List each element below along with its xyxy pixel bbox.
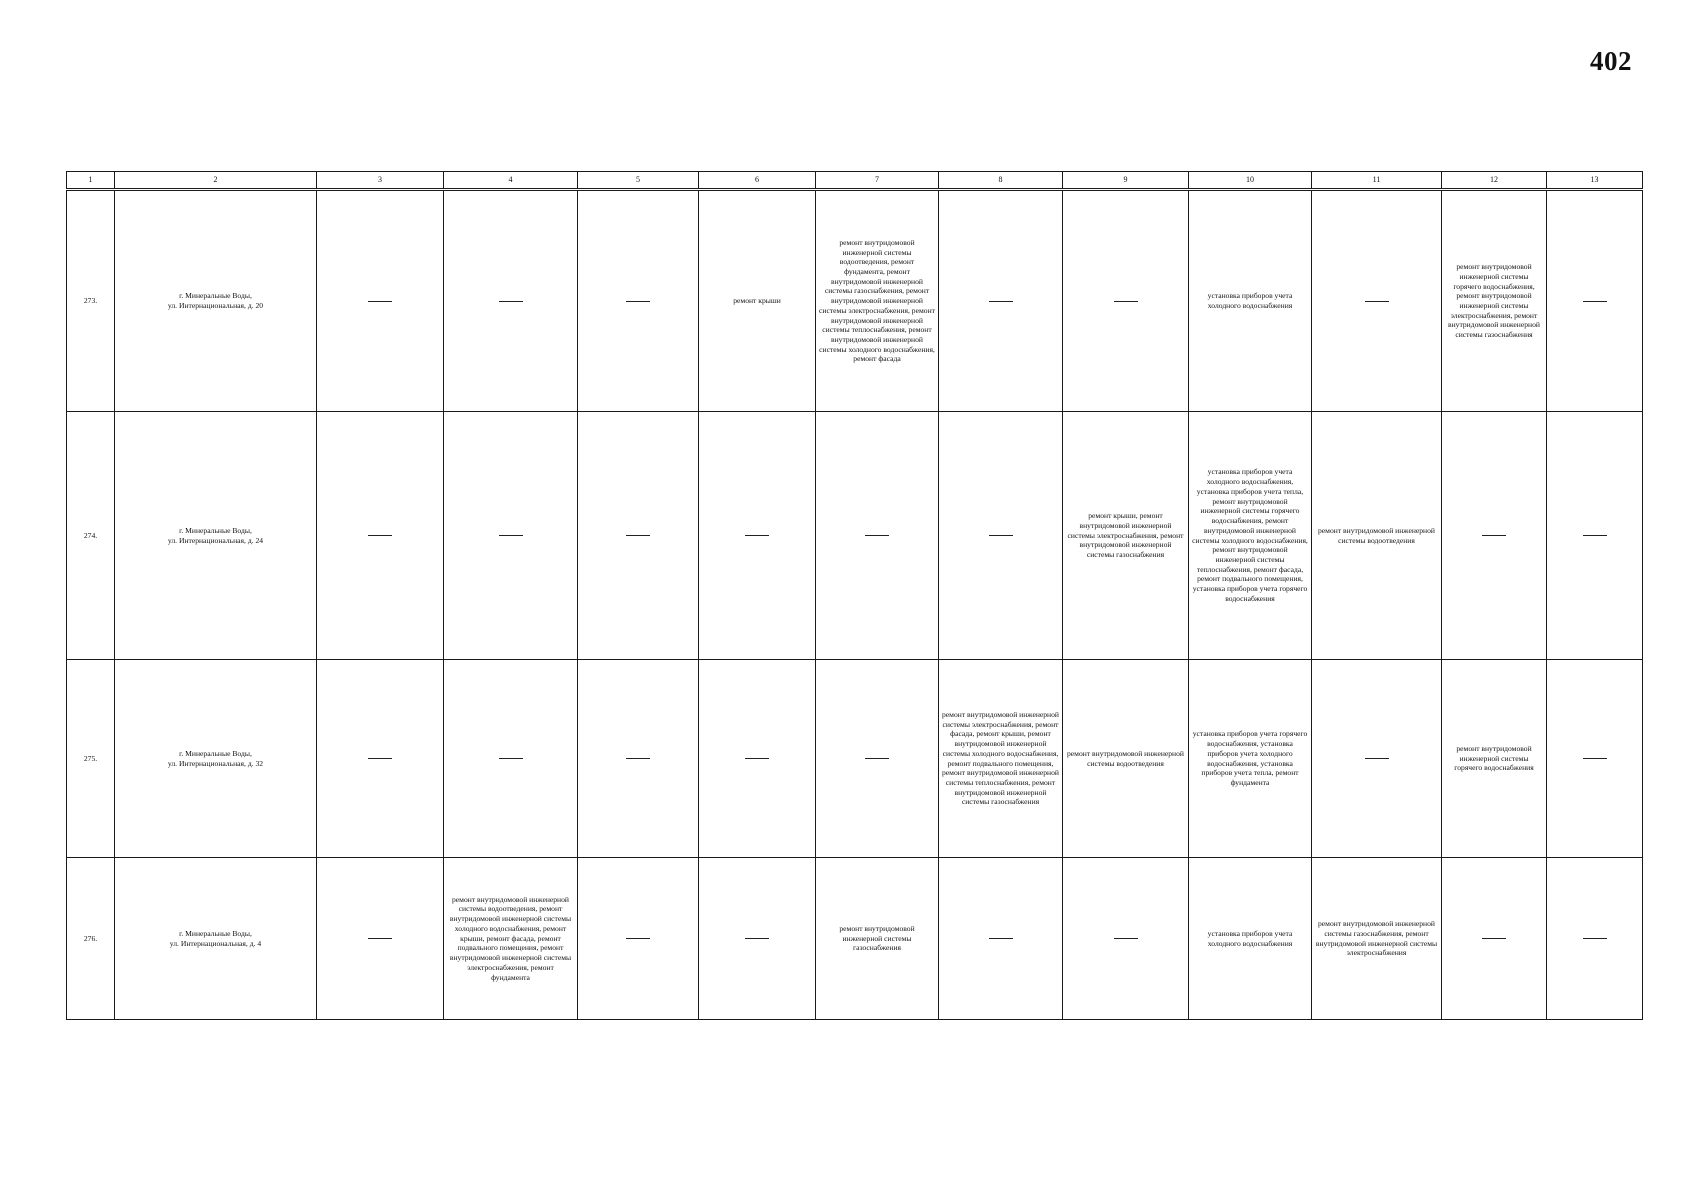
column-header: 7	[816, 172, 939, 190]
work-description-cell: ремонт внутридомовой инженерной системы газоснабжения, ремонт внутридомовой инженерной системы электроснабжения	[1312, 858, 1442, 1020]
row-number: 273.	[67, 190, 115, 412]
empty-dash-cell	[816, 412, 939, 660]
dash-mark	[368, 301, 392, 302]
dash-mark	[745, 758, 769, 759]
work-description-cell: ремонт внутридомовой инженерной системы электроснабжения, ремонт фасада, ремонт крыши, ремонт внутридомовой инженерной системы холодного водоснабжения, ремонт подвального помещения, ремонт внутридомовой инженерной системы теплоснабжения, ремонт внутридомовой инженерной системы газоснабжения	[939, 660, 1063, 858]
page-number: 402	[1590, 46, 1632, 76]
empty-dash-cell	[317, 858, 444, 1020]
work-description-cell: ремонт внутридомовой инженерной системы водоотведения, ремонт внутридомовой инженерной системы холодного водоснабжения, ремонт крыши, ремонт фасада, ремонт подвального помещения, ремонт внутридомовой инженерной системы электроснабжения, ремонт фундамента	[444, 858, 578, 1020]
empty-dash-cell	[1547, 660, 1643, 858]
column-header: 1	[67, 172, 115, 190]
empty-dash-cell	[1063, 190, 1189, 412]
work-description-cell: ремонт крыши	[699, 190, 816, 412]
empty-dash-cell	[699, 660, 816, 858]
empty-dash-cell	[1547, 190, 1643, 412]
empty-dash-cell	[1442, 858, 1547, 1020]
work-description-cell: установка приборов учета холодного водоснабжения, установка приборов учета тепла, ремонт внутридомовой инженерной системы горячего водоснабжения, ремонт внутридомовой инженерной системы холодного водоснабжения, ремонт внутридомовой инженерной системы теплоснабжения, ремонт фасада, ремонт подвального помещения, установка приборов учета горячего водоснабжения	[1189, 412, 1312, 660]
dash-mark	[745, 938, 769, 939]
dash-mark	[626, 301, 650, 302]
row-number: 274.	[67, 412, 115, 660]
dash-mark	[368, 535, 392, 536]
dash-mark	[989, 301, 1013, 302]
empty-dash-cell	[444, 412, 578, 660]
column-header: 13	[1547, 172, 1643, 190]
dash-mark	[499, 758, 523, 759]
address-cell	[115, 190, 317, 412]
empty-dash-cell	[699, 412, 816, 660]
work-description-cell: установка приборов учета горячего водоснабжения, установка приборов учета холодного водоснабжения, установка приборов учета тепла, ремонт фундамента	[1189, 660, 1312, 858]
work-description-cell: ремонт внутридомовой инженерной системы водоотведения	[1312, 412, 1442, 660]
dash-mark	[745, 535, 769, 536]
dash-mark	[1583, 535, 1607, 536]
empty-dash-cell	[317, 412, 444, 660]
dash-mark	[1583, 301, 1607, 302]
address-street: ул. Интернациональная, д. 20	[167, 301, 264, 310]
table-row	[67, 660, 1643, 858]
dash-mark	[1114, 938, 1138, 939]
dash-mark	[1365, 758, 1389, 759]
dash-mark	[499, 535, 523, 536]
dash-mark	[368, 758, 392, 759]
empty-dash-cell	[578, 858, 699, 1020]
address-street: ул. Интернациональная, д. 24	[167, 535, 264, 545]
column-header: 8	[939, 172, 1063, 190]
dash-mark	[499, 301, 523, 302]
address-city: г. Минеральные Воды,	[179, 748, 252, 758]
dash-mark	[989, 535, 1013, 536]
address-cell	[115, 412, 317, 660]
work-description-cell: ремонт внутридомовой инженерной системы водоотведения, ремонт фундамента, ремонт внутридомовой инженерной системы газоснабжения, ремонт внутридомовой инженерной системы электроснабжения, ремонт внутридомовой инженерной системы теплоснабжения, ремонт внутридомовой инженерной системы холодного водоснабжения, ремонт фасада	[816, 190, 939, 412]
capital-repair-table	[66, 171, 1643, 1020]
empty-dash-cell	[939, 412, 1063, 660]
dash-mark	[1583, 938, 1607, 939]
dash-mark	[989, 938, 1013, 939]
work-description-cell: ремонт внутридомовой инженерной системы газоснабжения	[816, 858, 939, 1020]
empty-dash-cell	[444, 660, 578, 858]
empty-dash-cell	[939, 858, 1063, 1020]
work-description-cell: ремонт крыши, ремонт внутридомовой инженерной системы электроснабжения, ремонт внутридомовой инженерной системы газоснабжения	[1063, 412, 1189, 660]
empty-dash-cell	[317, 190, 444, 412]
column-number-header-row	[67, 172, 1643, 190]
dash-mark	[865, 758, 889, 759]
column-header: 6	[699, 172, 816, 190]
row-number: 276.	[67, 858, 115, 1020]
address-city: г. Минеральные Воды,	[179, 928, 252, 938]
column-header: 11	[1312, 172, 1442, 190]
dash-mark	[1365, 301, 1389, 302]
empty-dash-cell	[1312, 190, 1442, 412]
work-description-cell: ремонт внутридомовой инженерной системы горячего водоснабжения	[1442, 660, 1547, 858]
empty-dash-cell	[578, 660, 699, 858]
column-header: 2	[115, 172, 317, 190]
dash-mark	[368, 938, 392, 939]
work-description-cell: ремонт внутридомовой инженерной системы горячего водоснабжения, ремонт внутридомовой инженерной системы электроснабжения, ремонт внутридомовой инженерной системы газоснабжения	[1442, 190, 1547, 412]
dash-mark	[1482, 938, 1506, 939]
empty-dash-cell	[816, 660, 939, 858]
address-street: ул. Интернациональная, д. 4	[169, 938, 262, 948]
dash-mark	[865, 535, 889, 536]
dash-mark	[1482, 535, 1506, 536]
empty-dash-cell	[1312, 660, 1442, 858]
address-street: ул. Интернациональная, д. 32	[167, 758, 264, 768]
empty-dash-cell	[578, 190, 699, 412]
empty-dash-cell	[444, 190, 578, 412]
empty-dash-cell	[1442, 412, 1547, 660]
work-description-cell: установка приборов учета холодного водоснабжения	[1189, 858, 1312, 1020]
empty-dash-cell	[578, 412, 699, 660]
address-cell	[115, 660, 317, 858]
table-row	[67, 412, 1643, 660]
empty-dash-cell	[317, 660, 444, 858]
empty-dash-cell	[1063, 858, 1189, 1020]
table-row	[67, 858, 1643, 1020]
address-cell	[115, 858, 317, 1020]
column-header: 5	[578, 172, 699, 190]
dash-mark	[626, 758, 650, 759]
table-row	[67, 190, 1643, 412]
row-number: 275.	[67, 660, 115, 858]
dash-mark	[626, 535, 650, 536]
dash-mark	[1114, 301, 1138, 302]
address-city: г. Минеральные Воды,	[179, 525, 252, 535]
empty-dash-cell	[939, 190, 1063, 412]
dash-mark	[626, 938, 650, 939]
column-header: 4	[444, 172, 578, 190]
dash-mark	[1583, 758, 1607, 759]
column-header: 10	[1189, 172, 1312, 190]
column-header: 9	[1063, 172, 1189, 190]
empty-dash-cell	[699, 858, 816, 1020]
work-description-cell: ремонт внутридомовой инженерной системы водоотведения	[1063, 660, 1189, 858]
empty-dash-cell	[1547, 858, 1643, 1020]
work-description-cell: установка приборов учета холодного водоснабжения	[1189, 190, 1312, 412]
column-header: 12	[1442, 172, 1547, 190]
empty-dash-cell	[1547, 412, 1643, 660]
column-header: 3	[317, 172, 444, 190]
address-city: г. Минеральные Воды,	[179, 291, 252, 301]
